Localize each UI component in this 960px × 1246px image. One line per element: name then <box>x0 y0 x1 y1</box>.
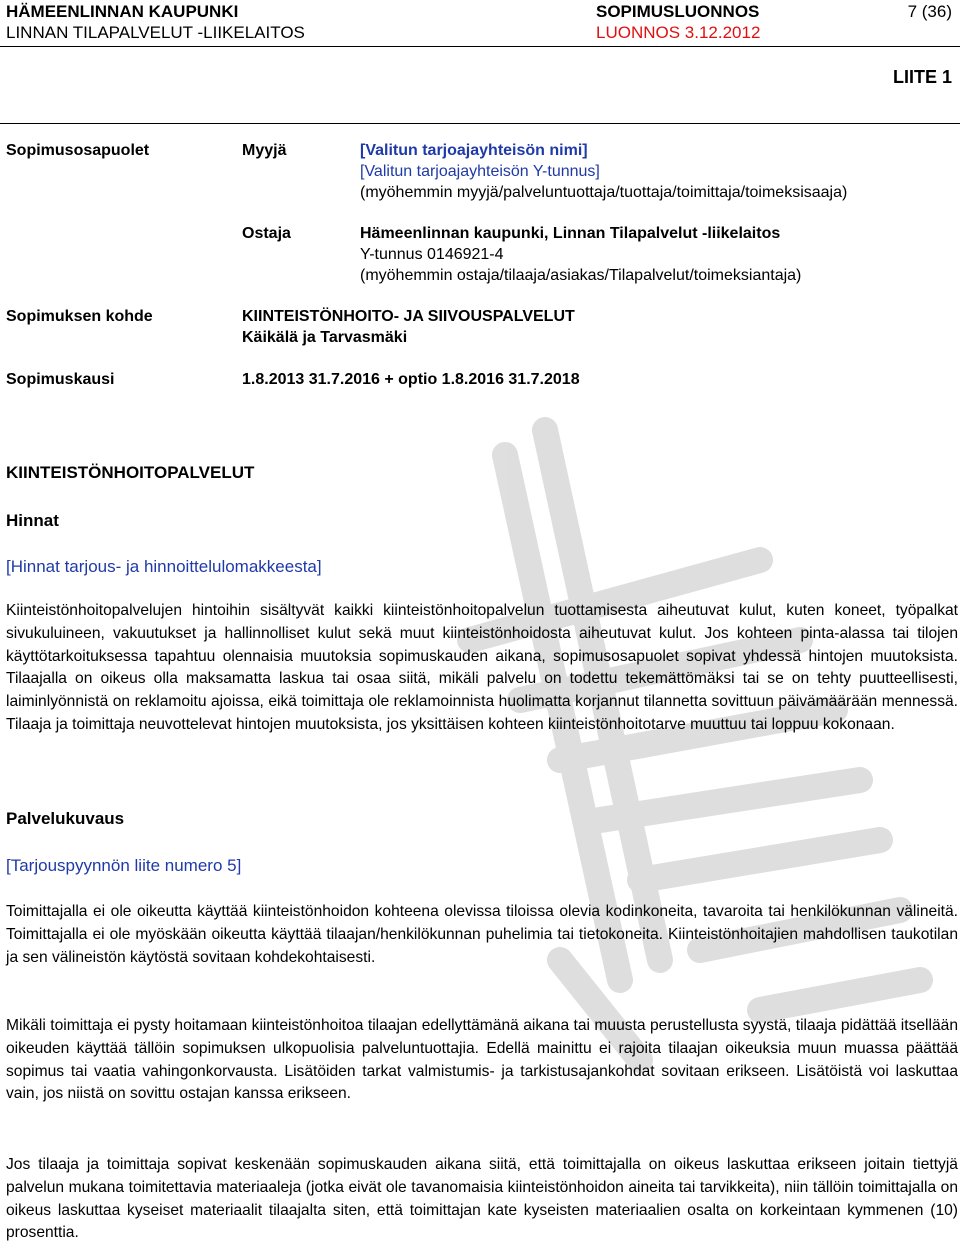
service-paragraph-3: Jos tilaaja ja toimittaja sopivat keskenään sopimuskauden aikana siitä, että toimittajalla on oikeus laskuttaa erikseen joitain tiettyjä palvelun mukana toimitettavia materiaaleja (jotka eivät ole tavanomaisia kiinteistönhoidon aineita tai tarvikkeita), niin tällöin toimittajalla on oikeus laskuttaa kyseiset materiaalit tilaajalta siten, että toimittajan kate kyseisten materiaalien osalta on korkeintaan kymmenen (10) prosenttia. <box>6 1156 958 1242</box>
seller-name: [Valitun tarjoajayhteisön nimi] <box>360 142 588 159</box>
buyer-label: Ostaja <box>242 225 291 242</box>
subject-label: Sopimuksen kohde <box>6 308 153 325</box>
page-number: 7 (36) <box>907 2 952 21</box>
seller-label: Myyjä <box>242 142 287 159</box>
period-value: 1.8.2013 31.7.2016 + optio 1.8.2016 31.7.2018 <box>242 371 580 388</box>
header-divider <box>0 46 960 47</box>
buyer-business-id: Y-tunnus 0146921-4 <box>360 246 504 263</box>
service-placeholder: [Tarjouspyynnön liite numero 5] <box>6 856 242 875</box>
header-draft-label: LUONNOS 3.12.2012 <box>596 23 761 42</box>
service-paragraph-1: Toimittajalla ei ole oikeutta käyttää kiinteistönhoidon kohteena olevissa tiloissa olevia kodinkoneita, tavaroita tai henkilökunnan välineitä. Toimittajalla ei ole myöskään oikeutta käyttää tilaajan/henkilökunnan puhelimia tai tietokoneita. Kiinteistönhoitajien mahdollisen taukotilan ja sen välineistön käytöstä sovitaan kohdekohtaisesti. <box>6 903 958 966</box>
service-paragraph-2: Mikäli toimittaja ei pysty hoitamaan kiinteistönhoitoa tilaajan edellyttämänä aikana tai muusta perustellusta syystä, tilaaja pidättää itsellään oikeuden käyttää tällöin sopimuksen ulkopuolisia palveluntuottajia. Edellä mainittu ei rajoita tilaajan oikeuksia muun muassa päättää sopimus tai vaatia vahingonkorvausta. Lisätöiden tarkat valmistumis- ja tarkistusajankohdat sovitaan erikseen. Lisätöistä voi laskuttaa vain, jos niistä on sovittu ostajan kanssa erikseen. <box>6 1017 958 1103</box>
buyer-name: Hämeenlinnan kaupunki, Linnan Tilapalvelut -liikelaitos <box>360 225 781 242</box>
buyer-note: (myöhemmin ostaja/tilaaja/asiakas/Tilapalvelut/toimeksiantaja) <box>360 267 802 284</box>
attachment-divider <box>0 123 960 124</box>
prices-placeholder: [Hinnat tarjous- ja hinnoittelulomakkeesta] <box>6 557 322 576</box>
prices-paragraph: Kiinteistönhoitopalvelujen hintoihin sisältyvät kaikki kiinteistönhoitopalvelun tuottamisesta aiheutuvat kulut, kuten koneet, työpalkat sivukuluineen, vakuutukset ja hallinnolliset kulut sekä muut kiinteistönhoidosta aiheutuvat kulut. Jos kohteen pinta-alassa tai tilojen käyttötarkoituksessa tapahtuu olennaisia muutoksia sopimuskauden aikana, sopimusosapuolet sopivat yhdessä hintojen muutoksista. Tilaajalla on oikeus olla maksamatta laskua tai osaa siitä, mikäli palvelu on todettu tekemättömäksi tai se on tehty puutteellisesti, laiminlyönnistä on reklamoitu ajoissa, eikä toimittaja ole reklamoinnista huolimatta korjannut tilannetta sovittuun päivämäärään mennessä. Tilaaja ja toimittaja neuvottelevat hintojen muutoksista, jos yksittäisen kohteen kiinteistönhoitotarve muuttuu tai loppuu kokonaan. <box>6 602 958 733</box>
attachment-label: LIITE 1 <box>892 67 952 87</box>
subject-line-1: KIINTEISTÖNHOITO- JA SIIVOUSPALVELUT <box>242 308 575 325</box>
header-unit: LINNAN TILAPALVELUT -LIIKELAITOS <box>6 23 305 42</box>
period-label: Sopimuskausi <box>6 371 115 388</box>
prices-heading: Hinnat <box>6 511 59 530</box>
subject-line-2: Käikälä ja Tarvasmäki <box>242 329 408 346</box>
section-title: KIINTEISTÖNHOITOPALVELUT <box>6 463 255 482</box>
header-organization: HÄMEENLINNAN KAUPUNKI <box>6 2 239 21</box>
seller-note: (myöhemmin myyjä/palveluntuottaja/tuottaja/toimittaja/toimeksisaaja) <box>360 184 848 201</box>
seller-business-id: [Valitun tarjoajayhteisön Y-tunnus] <box>360 163 600 180</box>
header-document-type: SOPIMUSLUONNOS <box>596 2 760 21</box>
parties-label: Sopimusosapuolet <box>6 142 150 159</box>
service-heading: Palvelukuvaus <box>6 809 125 828</box>
